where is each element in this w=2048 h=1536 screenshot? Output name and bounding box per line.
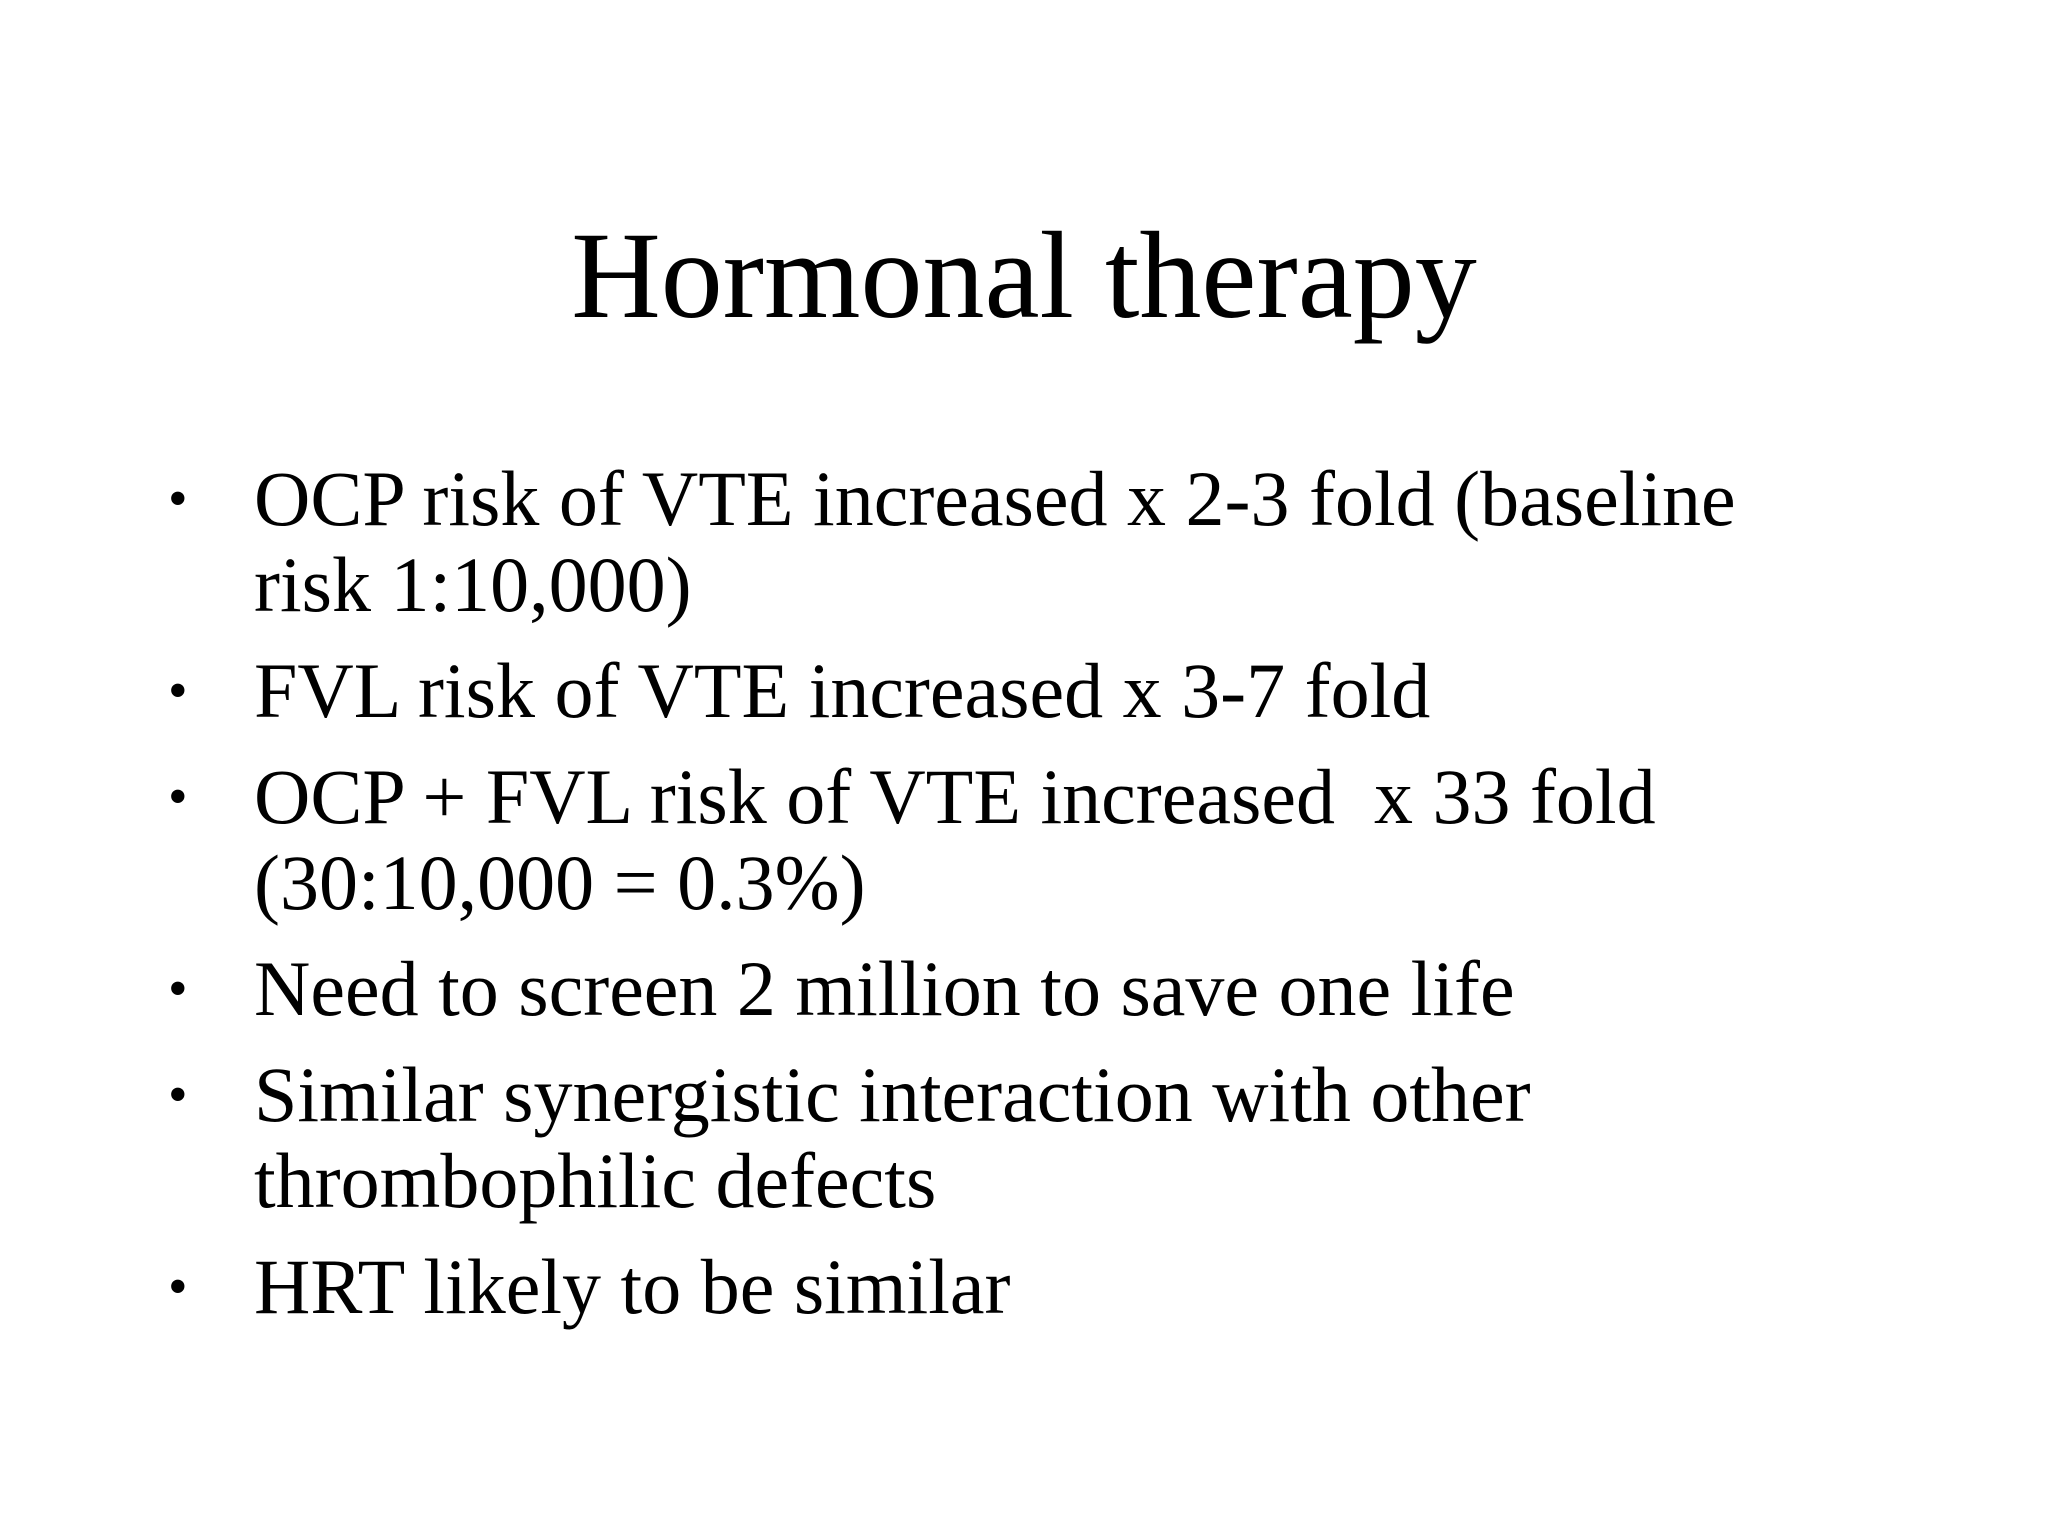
bullet-text: Similar synergistic interaction with other thrombophilic defects [254,1051,1531,1224]
bullet-item [168,754,2008,926]
bullet-item [168,648,2008,734]
bullet-point-icon: • [168,766,188,828]
bullet-text: OCP risk of VTE increased x 2-3 fold (baseline risk 1:10,000) [254,455,1736,628]
bullet-text: OCP + FVL risk of VTE increased x 33 fold (30:10,000 = 0.3%) [254,753,1656,926]
bullet-point-icon: • [168,958,188,1020]
bullet-list [168,456,2008,1350]
bullet-text: FVL risk of VTE increased x 3-7 fold [254,647,1431,734]
slide-title: Hormonal therapy [571,207,1477,344]
bullet-point-icon: • [168,468,188,530]
bullet-item [168,1244,2008,1330]
bullet-point-icon: • [168,1256,188,1318]
bullet-item [168,1052,2008,1224]
bullet-point-icon: • [168,660,188,722]
bullet-item [168,456,2008,628]
bullet-text: HRT likely to be similar [254,1243,1011,1330]
bullet-point-icon: • [168,1064,188,1126]
bullet-item [168,946,2008,1032]
bullet-text: Need to screen 2 million to save one life [254,945,1515,1032]
